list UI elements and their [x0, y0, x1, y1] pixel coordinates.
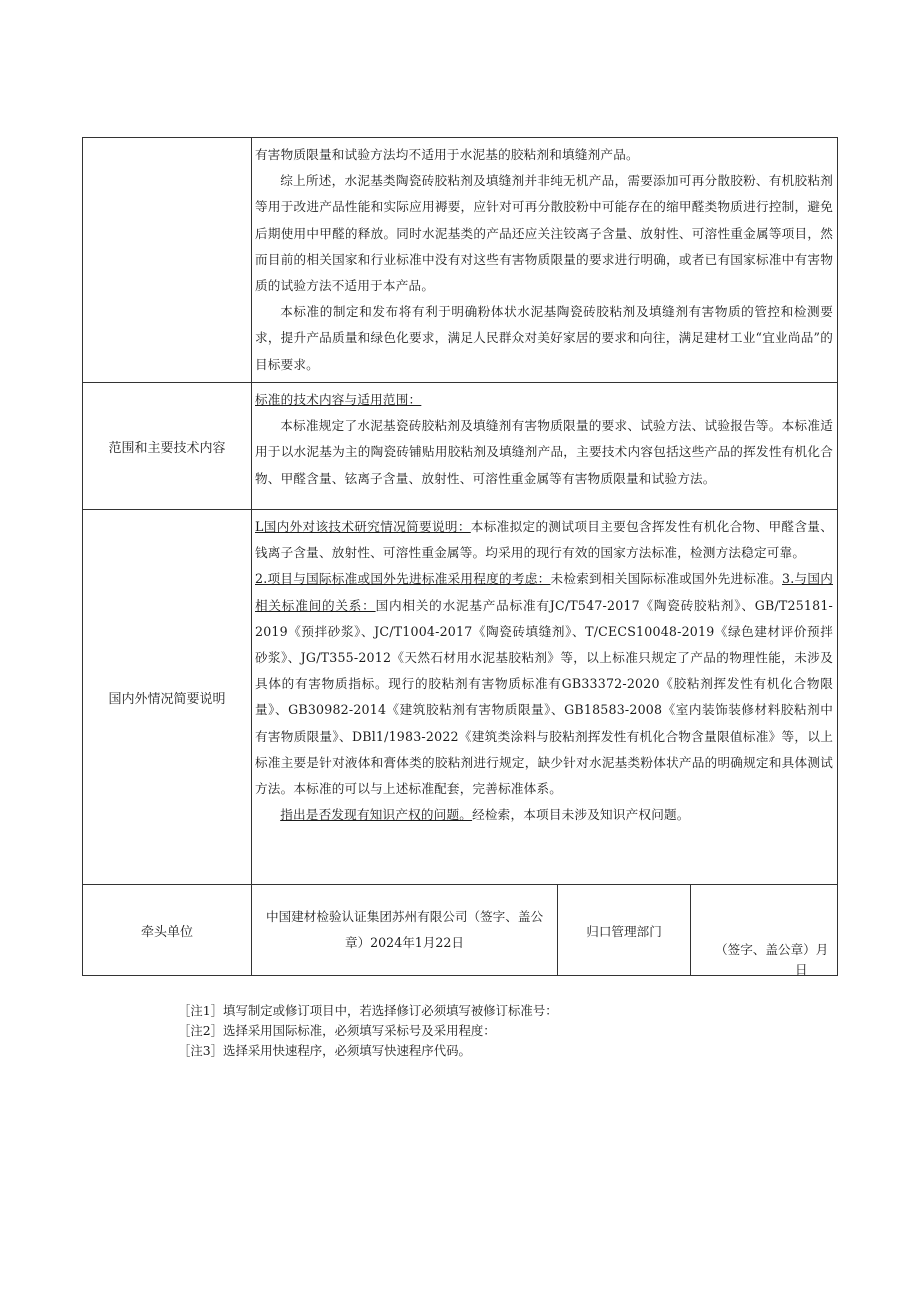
- purpose-paragraph-2: 综上所述，水泥基类陶瓷砖胶粘剂及填缝剂并非纯无机产品，需要添加可再分散胶粉、有机胶粘剂等用于改进产品性能和实际应用褥要，应针对可再分散胶粉中可能存在的缩甲醛类物质进行控制，避免后期使用中甲醛的释放。同时水泥基类的产品还应关注铰离子含量、放射性、可溶性重金属等项目，然而目前的相关国家和行业标准中没有对这些有害物质限量的要求进行明确，或者已有国家标准中有害物质的试验方法不适用于本产品。: [255, 173, 834, 294]
- scope-heading: 标准的技术内容与适用范围：: [255, 392, 422, 407]
- purpose-paragraph-3: 本标准的制定和发布将有利于明确粉体状水泥基陶瓷砖胶粘剂及填缝剂有害物质的管控和检测要求，提升产品质量和绿色化要求，满足人民群众对美好家居的要求和向往，满足建材工业“宜业尚品”的目标要求。: [255, 304, 834, 372]
- scope-row: [83, 383, 838, 510]
- domestic-content: [252, 510, 838, 885]
- domestic-ip-heading: 指出是否发现有知识产权的问题。: [280, 807, 473, 823]
- dept-label: 归口管理部门: [558, 885, 691, 976]
- footnote-2: ［注2］选择采用国际标准，必须填写采标号及采用程度：: [178, 1023, 496, 1038]
- domestic-label: 国内外情况简要说明: [83, 510, 252, 885]
- domestic-item-2-heading: 2.项目与国际标准或国外先进标准采用程度的考虑：: [255, 571, 551, 587]
- dept-signature-day: 日: [795, 962, 808, 977]
- domestic-item-3-text: 国内相关的水泥基产品标准有JC/T547-2017《陶瓷砖胶粘剂》、GB/T25181-2019《预拌砂浆》、JC/T1004-2017《陶瓷砖填缝剂》、T/CECS10048-2019《绿色建材评价预拌砂浆》、JG/T355-2012《天然石材用水泥基胶粘剂》等，以上标准只规定了产品的物理性能，未涉及具体的有害物质指标。现行的胶粘剂有害物质标准有GB33372-2020《胶粘剂挥发性有机化合物限量》、GB30982-2014《建筑胶粘剂有害物质限量》、GB18583-2008《室内装饰装修材料胶粘剂中有害物质限量》、DBl1/1983-2022《建筑类涂料与胶粘剂挥发性有机化合物含量限值标准》等，以上标准主要是针对液体和膏体类的胶粘剂进行规定，缺少针对水泥基类粉体状产品的明确规定和具体测试方法。本标准的可以与上述标准配套，完善标准体系。: [255, 597, 834, 797]
- scope-body: 本标准规定了水泥基瓷砖胶粘剂及填缝剂有害物质限量的要求、试验方法、试验报告等。本标准适用于以水泥基为主的陶瓷砖铺贴用胶粘剂及填缝剂产品，主要技术内容包括这些产品的挥发性有机化合物、甲醛含量、铉离子含量、放射性、可溶性重金属等有害物质限量和试验方法。: [255, 418, 834, 486]
- standard-proposal-table: [82, 137, 838, 976]
- domestic-item-1: [255, 514, 833, 566]
- footnote-1: ［注1］填写制定或修订项目中，若选择修订必须填写被修订标准号：: [178, 1003, 558, 1018]
- footnote-3: ［注3］选择采用快速程序，必须填写快速程序代码。: [178, 1043, 471, 1058]
- domestic-item-3-heading: 3.与国内相关标准间的关系：: [255, 571, 834, 613]
- footnotes: [178, 1001, 558, 1061]
- lead-unit-label: 牵头单位: [83, 885, 252, 976]
- purpose-paragraph-1: 有害物质限量和试验方法均不适用于水泥基的胶粘剂和填缝剂产品。: [255, 147, 639, 162]
- scope-label: 范围和主要技术内容: [83, 383, 252, 510]
- domestic-item-1-text: 本标准拟定的测试项目主要包含挥发性有机化合物、甲醛含量、钱离子含量、放射性、可溶性重金属等。均采用的现行有效的国家方法标准，检测方法稳定可靠。: [255, 519, 834, 561]
- purpose-row: [83, 138, 838, 383]
- lead-unit-row: [83, 885, 838, 976]
- domestic-ip-statement: [255, 802, 833, 828]
- dept-signature-text: （签字、盖公章）月: [715, 942, 829, 957]
- domestic-ip-text: 经检索，本项目未涉及知识产权问题。: [472, 807, 690, 823]
- lead-unit-name: 中国建材检验认证集团苏州有限公司（签字、盖公章）2024年1月22日: [252, 885, 558, 976]
- domestic-item-2-text: 未检索到相关国际标准或国外先进标准。: [550, 571, 782, 587]
- scope-content: [252, 383, 838, 510]
- purpose-label-cell: [83, 138, 252, 383]
- domestic-item-1-heading: L国内外对该技术研究情况简要说明：: [255, 519, 471, 534]
- domestic-row: [83, 510, 838, 885]
- dept-signature-cell: [691, 885, 838, 976]
- purpose-content: [252, 138, 838, 383]
- domestic-item-2: [255, 566, 833, 802]
